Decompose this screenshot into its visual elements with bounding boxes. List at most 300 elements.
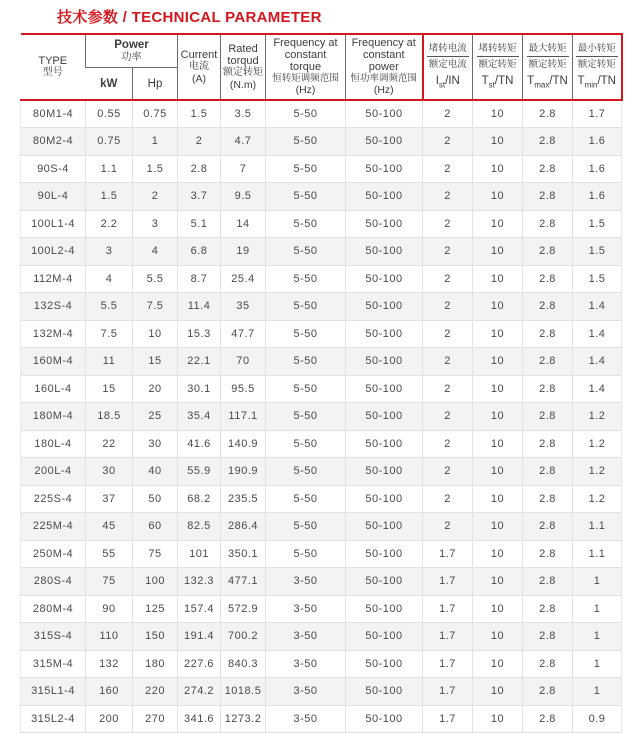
cell-hp: 30 — [133, 430, 178, 458]
cell-rated-torque: 25.4 — [221, 265, 266, 293]
cell-tst-tn: 10 — [473, 128, 523, 156]
cell-kw: 0.55 — [86, 100, 133, 128]
col-header-current — [178, 34, 221, 100]
cell-freq-power: 50-100 — [346, 705, 423, 733]
cell-tmin-tn: 1 — [573, 623, 622, 651]
cell-kw: 3 — [86, 238, 133, 266]
cell-rated-torque: 95.5 — [221, 375, 266, 403]
cell-freq-torque: 3-50 — [266, 568, 346, 596]
table-row — [21, 540, 622, 568]
cell-ist-in: 1.7 — [423, 705, 473, 733]
ist-ratio — [427, 43, 469, 71]
cell-ist-in: 2 — [423, 128, 473, 156]
cell-current: 101 — [178, 540, 221, 568]
cell-rated-torque: 3.5 — [221, 100, 266, 128]
cell-tmax-tn: 2.8 — [523, 650, 573, 678]
cell-ist-in: 1.7 — [423, 650, 473, 678]
cell-tst-tn: 10 — [473, 513, 523, 541]
tmax-symbol: $T_{max}/TN$ — [527, 74, 568, 90]
cell-tst-tn: 10 — [473, 430, 523, 458]
freq-t-unit: (Hz) — [295, 84, 316, 96]
current-unit: (A) — [192, 72, 207, 85]
cell-tmax-tn: 2.8 — [523, 623, 573, 651]
table-row — [21, 375, 622, 403]
cell-tst-tn: 10 — [473, 623, 523, 651]
current-label-zh: 电流 — [189, 60, 210, 72]
cell-type: 200L-4 — [21, 458, 86, 486]
cell-current: 35.4 — [178, 403, 221, 431]
cell-tmax-tn: 2.8 — [523, 128, 573, 156]
cell-tmin-tn: 1 — [573, 650, 622, 678]
cell-tmax-tn: 2.8 — [523, 458, 573, 486]
cell-type: 160L-4 — [21, 375, 86, 403]
cell-current: 15.3 — [178, 320, 221, 348]
cell-current: 341.6 — [178, 705, 221, 733]
tmin-ratio — [576, 43, 618, 71]
cell-freq-power: 50-100 — [346, 678, 423, 706]
cell-hp: 4 — [133, 238, 178, 266]
col-header-hp: Hp — [133, 68, 178, 100]
cell-freq-power: 50-100 — [346, 128, 423, 156]
cell-rated-torque: 1273.2 — [221, 705, 266, 733]
cell-current: 22.1 — [178, 348, 221, 376]
cell-current: 68.2 — [178, 485, 221, 513]
rated-label-zh: 额定转矩 — [223, 66, 264, 78]
cell-kw: 132 — [86, 650, 133, 678]
freq-t-en3: torque — [289, 61, 322, 73]
cell-tmin-tn: 0.9 — [573, 705, 622, 733]
cell-ist-in: 2 — [423, 348, 473, 376]
cell-rated-torque: 840.3 — [221, 650, 266, 678]
cell-tst-tn: 10 — [473, 678, 523, 706]
cell-current: 191.4 — [178, 623, 221, 651]
ist-numerator: 堵转电流 — [427, 43, 469, 57]
cell-freq-torque: 5-50 — [266, 320, 346, 348]
cell-kw: 15 — [86, 375, 133, 403]
cell-type: 90L-4 — [21, 183, 86, 211]
cell-freq-power: 50-100 — [346, 540, 423, 568]
type-label-en: TYPE — [38, 55, 68, 67]
cell-hp: 125 — [133, 595, 178, 623]
freq-p-en1: Frequency at — [351, 37, 416, 49]
power-label-zh: 功率 — [121, 51, 142, 63]
cell-freq-power: 50-100 — [346, 430, 423, 458]
cell-kw: 200 — [86, 705, 133, 733]
cell-tst-tn: 10 — [473, 540, 523, 568]
cell-hp: 1 — [133, 128, 178, 156]
cell-tmin-tn: 1.5 — [573, 265, 622, 293]
rated-unit: (N.m) — [229, 78, 257, 91]
tmin-denominator: 额定转矩 — [577, 58, 616, 70]
current-label-en: Current — [180, 48, 218, 61]
table-row — [21, 595, 622, 623]
tmax-numerator: 最大转矩 — [527, 43, 569, 57]
tmin-symbol: $T_{min}/TN$ — [577, 74, 616, 90]
cell-hp: 1.5 — [133, 155, 178, 183]
power-label-en: Power — [114, 38, 149, 51]
tmax-ratio — [527, 43, 569, 71]
cell-type: 315S-4 — [21, 623, 86, 651]
cell-hp: 270 — [133, 705, 178, 733]
cell-freq-torque: 3-50 — [266, 678, 346, 706]
cell-kw: 1.1 — [86, 155, 133, 183]
cell-kw: 30 — [86, 458, 133, 486]
cell-hp: 25 — [133, 403, 178, 431]
ist-denominator: 额定电流 — [428, 58, 467, 70]
cell-tst-tn: 10 — [473, 375, 523, 403]
cell-tst-tn: 10 — [473, 705, 523, 733]
cell-kw: 0.75 — [86, 128, 133, 156]
cell-type: 250M-4 — [21, 540, 86, 568]
cell-kw: 160 — [86, 678, 133, 706]
cell-type: 132S-4 — [21, 293, 86, 321]
table-row — [21, 705, 622, 733]
cell-tst-tn: 10 — [473, 183, 523, 211]
cell-rated-torque: 1018.5 — [221, 678, 266, 706]
cell-freq-torque: 5-50 — [266, 485, 346, 513]
cell-tmin-tn: 1.6 — [573, 128, 622, 156]
cell-tmin-tn: 1.5 — [573, 210, 622, 238]
cell-freq-power: 50-100 — [346, 650, 423, 678]
cell-ist-in: 2 — [423, 293, 473, 321]
page-title: 技术参数 / TECHNICAL PARAMETER — [57, 9, 322, 26]
cell-type: 112M-4 — [21, 265, 86, 293]
cell-hp: 50 — [133, 485, 178, 513]
cell-freq-torque: 5-50 — [266, 403, 346, 431]
cell-ist-in: 1.7 — [423, 623, 473, 651]
cell-current: 6.8 — [178, 238, 221, 266]
cell-tmax-tn: 2.8 — [523, 155, 573, 183]
cell-current: 55.9 — [178, 458, 221, 486]
cell-freq-torque: 5-50 — [266, 348, 346, 376]
cell-tmin-tn: 1.2 — [573, 485, 622, 513]
freq-p-zh: 恒功率调频范围 — [350, 73, 418, 84]
cell-kw: 5.5 — [86, 293, 133, 321]
cell-tst-tn: 10 — [473, 650, 523, 678]
cell-type: 80M2-4 — [21, 128, 86, 156]
cell-current: 2 — [178, 128, 221, 156]
cell-type: 160M-4 — [21, 348, 86, 376]
cell-freq-power: 50-100 — [346, 293, 423, 321]
table-header — [21, 34, 622, 100]
cell-type: 100L1-4 — [21, 210, 86, 238]
tst-symbol: $T_{st}/TN$ — [481, 74, 514, 90]
cell-tst-tn: 10 — [473, 568, 523, 596]
cell-kw: 22 — [86, 430, 133, 458]
cell-tmax-tn: 2.8 — [523, 513, 573, 541]
cell-type: 280M-4 — [21, 595, 86, 623]
cell-rated-torque: 9.5 — [221, 183, 266, 211]
cell-rated-torque: 190.9 — [221, 458, 266, 486]
cell-type: 80M1-4 — [21, 100, 86, 128]
tst-ratio — [477, 43, 519, 71]
cell-tmin-tn: 1.7 — [573, 100, 622, 128]
cell-current: 11.4 — [178, 293, 221, 321]
cell-current: 30.1 — [178, 375, 221, 403]
cell-rated-torque: 117.1 — [221, 403, 266, 431]
cell-tst-tn: 10 — [473, 155, 523, 183]
cell-tst-tn: 10 — [473, 210, 523, 238]
col-header-tst-tn — [473, 34, 523, 100]
cell-tmin-tn: 1.2 — [573, 403, 622, 431]
rated-label-en1: Rated — [228, 42, 258, 55]
cell-tst-tn: 10 — [473, 100, 523, 128]
cell-freq-power: 50-100 — [346, 320, 423, 348]
cell-tmin-tn: 1.4 — [573, 293, 622, 321]
cell-current: 2.8 — [178, 155, 221, 183]
type-label-zh: 型号 — [42, 67, 63, 78]
table-row — [21, 623, 622, 651]
cell-tst-tn: 10 — [473, 595, 523, 623]
tst-numerator: 堵转转矩 — [477, 43, 519, 57]
cell-tmin-tn: 1.6 — [573, 183, 622, 211]
cell-kw: 75 — [86, 568, 133, 596]
col-header-tmax-tn — [523, 34, 573, 100]
cell-freq-torque: 5-50 — [266, 238, 346, 266]
cell-ist-in: 2 — [423, 155, 473, 183]
cell-tmax-tn: 2.8 — [523, 403, 573, 431]
cell-hp: 5.5 — [133, 265, 178, 293]
cell-freq-power: 50-100 — [346, 155, 423, 183]
cell-freq-torque: 5-50 — [266, 128, 346, 156]
cell-rated-torque: 572.9 — [221, 595, 266, 623]
cell-type: 90S-4 — [21, 155, 86, 183]
cell-current: 3.7 — [178, 183, 221, 211]
cell-tmax-tn: 2.8 — [523, 705, 573, 733]
cell-rated-torque: 350.1 — [221, 540, 266, 568]
cell-freq-torque: 5-50 — [266, 155, 346, 183]
table-row — [21, 100, 622, 128]
cell-freq-power: 50-100 — [346, 458, 423, 486]
col-header-tmin-tn — [573, 34, 622, 100]
tst-denominator: 额定转矩 — [478, 58, 517, 70]
cell-freq-torque: 5-50 — [266, 100, 346, 128]
cell-rated-torque: 35 — [221, 293, 266, 321]
cell-freq-power: 50-100 — [346, 623, 423, 651]
cell-rated-torque: 7 — [221, 155, 266, 183]
cell-freq-power: 50-100 — [346, 375, 423, 403]
cell-type: 132M-4 — [21, 320, 86, 348]
cell-tst-tn: 10 — [473, 320, 523, 348]
cell-current: 157.4 — [178, 595, 221, 623]
cell-tst-tn: 10 — [473, 485, 523, 513]
cell-tmin-tn: 1.1 — [573, 540, 622, 568]
cell-tmin-tn: 1.4 — [573, 375, 622, 403]
table-row — [21, 293, 622, 321]
table-body — [21, 100, 622, 733]
cell-type: 225M-4 — [21, 513, 86, 541]
cell-hp: 220 — [133, 678, 178, 706]
table-row — [21, 210, 622, 238]
cell-rated-torque: 286.4 — [221, 513, 266, 541]
cell-tmax-tn: 2.8 — [523, 183, 573, 211]
cell-hp: 3 — [133, 210, 178, 238]
cell-tmin-tn: 1.2 — [573, 458, 622, 486]
cell-freq-power: 50-100 — [346, 100, 423, 128]
cell-tmin-tn: 1.1 — [573, 513, 622, 541]
cell-freq-torque: 3-50 — [266, 705, 346, 733]
cell-current: 8.7 — [178, 265, 221, 293]
col-header-power — [86, 34, 178, 68]
cell-kw: 110 — [86, 623, 133, 651]
freq-p-unit: (Hz) — [373, 84, 394, 96]
col-header-freq-constant-torque — [266, 34, 346, 100]
cell-freq-torque: 5-50 — [266, 458, 346, 486]
freq-t-en1: Frequency at — [273, 37, 338, 49]
tmax-denominator: 额定转矩 — [528, 58, 567, 70]
cell-tmax-tn: 2.8 — [523, 348, 573, 376]
cell-kw: 7.5 — [86, 320, 133, 348]
cell-kw: 37 — [86, 485, 133, 513]
cell-tst-tn: 10 — [473, 403, 523, 431]
cell-ist-in: 2 — [423, 430, 473, 458]
cell-freq-power: 50-100 — [346, 403, 423, 431]
cell-hp: 20 — [133, 375, 178, 403]
freq-p-en2: constant — [362, 49, 405, 61]
cell-tmin-tn: 1.5 — [573, 238, 622, 266]
cell-tmax-tn: 2.8 — [523, 375, 573, 403]
cell-type: 225S-4 — [21, 485, 86, 513]
cell-freq-power: 50-100 — [346, 595, 423, 623]
cell-kw: 1.5 — [86, 183, 133, 211]
col-header-kw: kW — [86, 68, 133, 100]
cell-hp: 40 — [133, 458, 178, 486]
cell-freq-torque: 5-50 — [266, 183, 346, 211]
rated-label-en2: torqud — [227, 54, 259, 67]
cell-current: 5.1 — [178, 210, 221, 238]
freq-t-en2: constant — [284, 49, 327, 61]
table-row — [21, 458, 622, 486]
cell-tmax-tn: 2.8 — [523, 540, 573, 568]
cell-ist-in: 2 — [423, 238, 473, 266]
cell-ist-in: 1.7 — [423, 595, 473, 623]
cell-current: 1.5 — [178, 100, 221, 128]
cell-current: 274.2 — [178, 678, 221, 706]
cell-tmin-tn: 1.2 — [573, 430, 622, 458]
table-row — [21, 403, 622, 431]
cell-hp: 100 — [133, 568, 178, 596]
col-header-freq-constant-power — [346, 34, 423, 100]
cell-freq-power: 50-100 — [346, 348, 423, 376]
cell-hp: 75 — [133, 540, 178, 568]
col-header-type — [21, 34, 86, 100]
freq-t-zh: 恒转矩调频范围 — [272, 73, 339, 84]
cell-tmax-tn: 2.8 — [523, 238, 573, 266]
cell-hp: 180 — [133, 650, 178, 678]
cell-freq-power: 50-100 — [346, 238, 423, 266]
cell-tst-tn: 10 — [473, 293, 523, 321]
cell-freq-power: 50-100 — [346, 485, 423, 513]
col-header-ist-in — [423, 34, 473, 100]
cell-tmax-tn: 2.8 — [523, 210, 573, 238]
cell-tmin-tn: 1 — [573, 678, 622, 706]
table-row — [21, 650, 622, 678]
cell-tmax-tn: 2.8 — [523, 595, 573, 623]
cell-ist-in: 1.7 — [423, 540, 473, 568]
cell-freq-torque: 5-50 — [266, 210, 346, 238]
cell-tmin-tn: 1 — [573, 595, 622, 623]
cell-rated-torque: 19 — [221, 238, 266, 266]
technical-parameter-table — [20, 33, 623, 733]
cell-current: 227.6 — [178, 650, 221, 678]
cell-freq-power: 50-100 — [346, 183, 423, 211]
cell-tst-tn: 10 — [473, 348, 523, 376]
cell-tmax-tn: 2.8 — [523, 485, 573, 513]
table-row — [21, 485, 622, 513]
cell-rated-torque: 140.9 — [221, 430, 266, 458]
cell-hp: 7.5 — [133, 293, 178, 321]
cell-ist-in: 2 — [423, 100, 473, 128]
table-row — [21, 128, 622, 156]
cell-freq-torque: 5-50 — [266, 513, 346, 541]
cell-tmax-tn: 2.8 — [523, 678, 573, 706]
cell-tmax-tn: 2.8 — [523, 293, 573, 321]
cell-freq-torque: 5-50 — [266, 375, 346, 403]
cell-ist-in: 2 — [423, 265, 473, 293]
cell-rated-torque: 477.1 — [221, 568, 266, 596]
cell-kw: 2.2 — [86, 210, 133, 238]
ist-symbol: $I_{st}/IN$ — [435, 74, 460, 90]
cell-tmax-tn: 2.8 — [523, 265, 573, 293]
cell-freq-torque: 5-50 — [266, 430, 346, 458]
cell-rated-torque: 700.2 — [221, 623, 266, 651]
cell-ist-in: 1.7 — [423, 678, 473, 706]
cell-tmin-tn: 1.4 — [573, 348, 622, 376]
cell-freq-power: 50-100 — [346, 210, 423, 238]
cell-rated-torque: 14 — [221, 210, 266, 238]
cell-type: 180L-4 — [21, 430, 86, 458]
cell-tmax-tn: 2.8 — [523, 430, 573, 458]
cell-kw: 4 — [86, 265, 133, 293]
freq-p-en3: power — [368, 61, 399, 73]
cell-kw: 90 — [86, 595, 133, 623]
cell-freq-torque: 5-50 — [266, 265, 346, 293]
cell-kw: 11 — [86, 348, 133, 376]
cell-rated-torque: 235.5 — [221, 485, 266, 513]
cell-ist-in: 2 — [423, 513, 473, 541]
cell-ist-in: 2 — [423, 458, 473, 486]
cell-tmin-tn: 1.6 — [573, 155, 622, 183]
cell-rated-torque: 47.7 — [221, 320, 266, 348]
cell-current: 82.5 — [178, 513, 221, 541]
table-row — [21, 678, 622, 706]
cell-type: 100L2-4 — [21, 238, 86, 266]
cell-hp: 60 — [133, 513, 178, 541]
cell-freq-torque: 3-50 — [266, 623, 346, 651]
cell-freq-torque: 3-50 — [266, 650, 346, 678]
cell-tmax-tn: 2.8 — [523, 568, 573, 596]
cell-freq-torque: 5-50 — [266, 293, 346, 321]
cell-type: 315L2-4 — [21, 705, 86, 733]
cell-freq-torque: 5-50 — [266, 540, 346, 568]
cell-tmin-tn: 1 — [573, 568, 622, 596]
cell-hp: 2 — [133, 183, 178, 211]
cell-ist-in: 1.7 — [423, 568, 473, 596]
cell-tst-tn: 10 — [473, 265, 523, 293]
cell-tmax-tn: 2.8 — [523, 320, 573, 348]
table-row — [21, 238, 622, 266]
cell-ist-in: 2 — [423, 183, 473, 211]
cell-kw: 45 — [86, 513, 133, 541]
cell-ist-in: 2 — [423, 403, 473, 431]
cell-freq-power: 50-100 — [346, 568, 423, 596]
cell-ist-in: 2 — [423, 375, 473, 403]
cell-current: 41.6 — [178, 430, 221, 458]
cell-kw: 55 — [86, 540, 133, 568]
table-row — [21, 430, 622, 458]
cell-hp: 10 — [133, 320, 178, 348]
cell-kw: 18.5 — [86, 403, 133, 431]
